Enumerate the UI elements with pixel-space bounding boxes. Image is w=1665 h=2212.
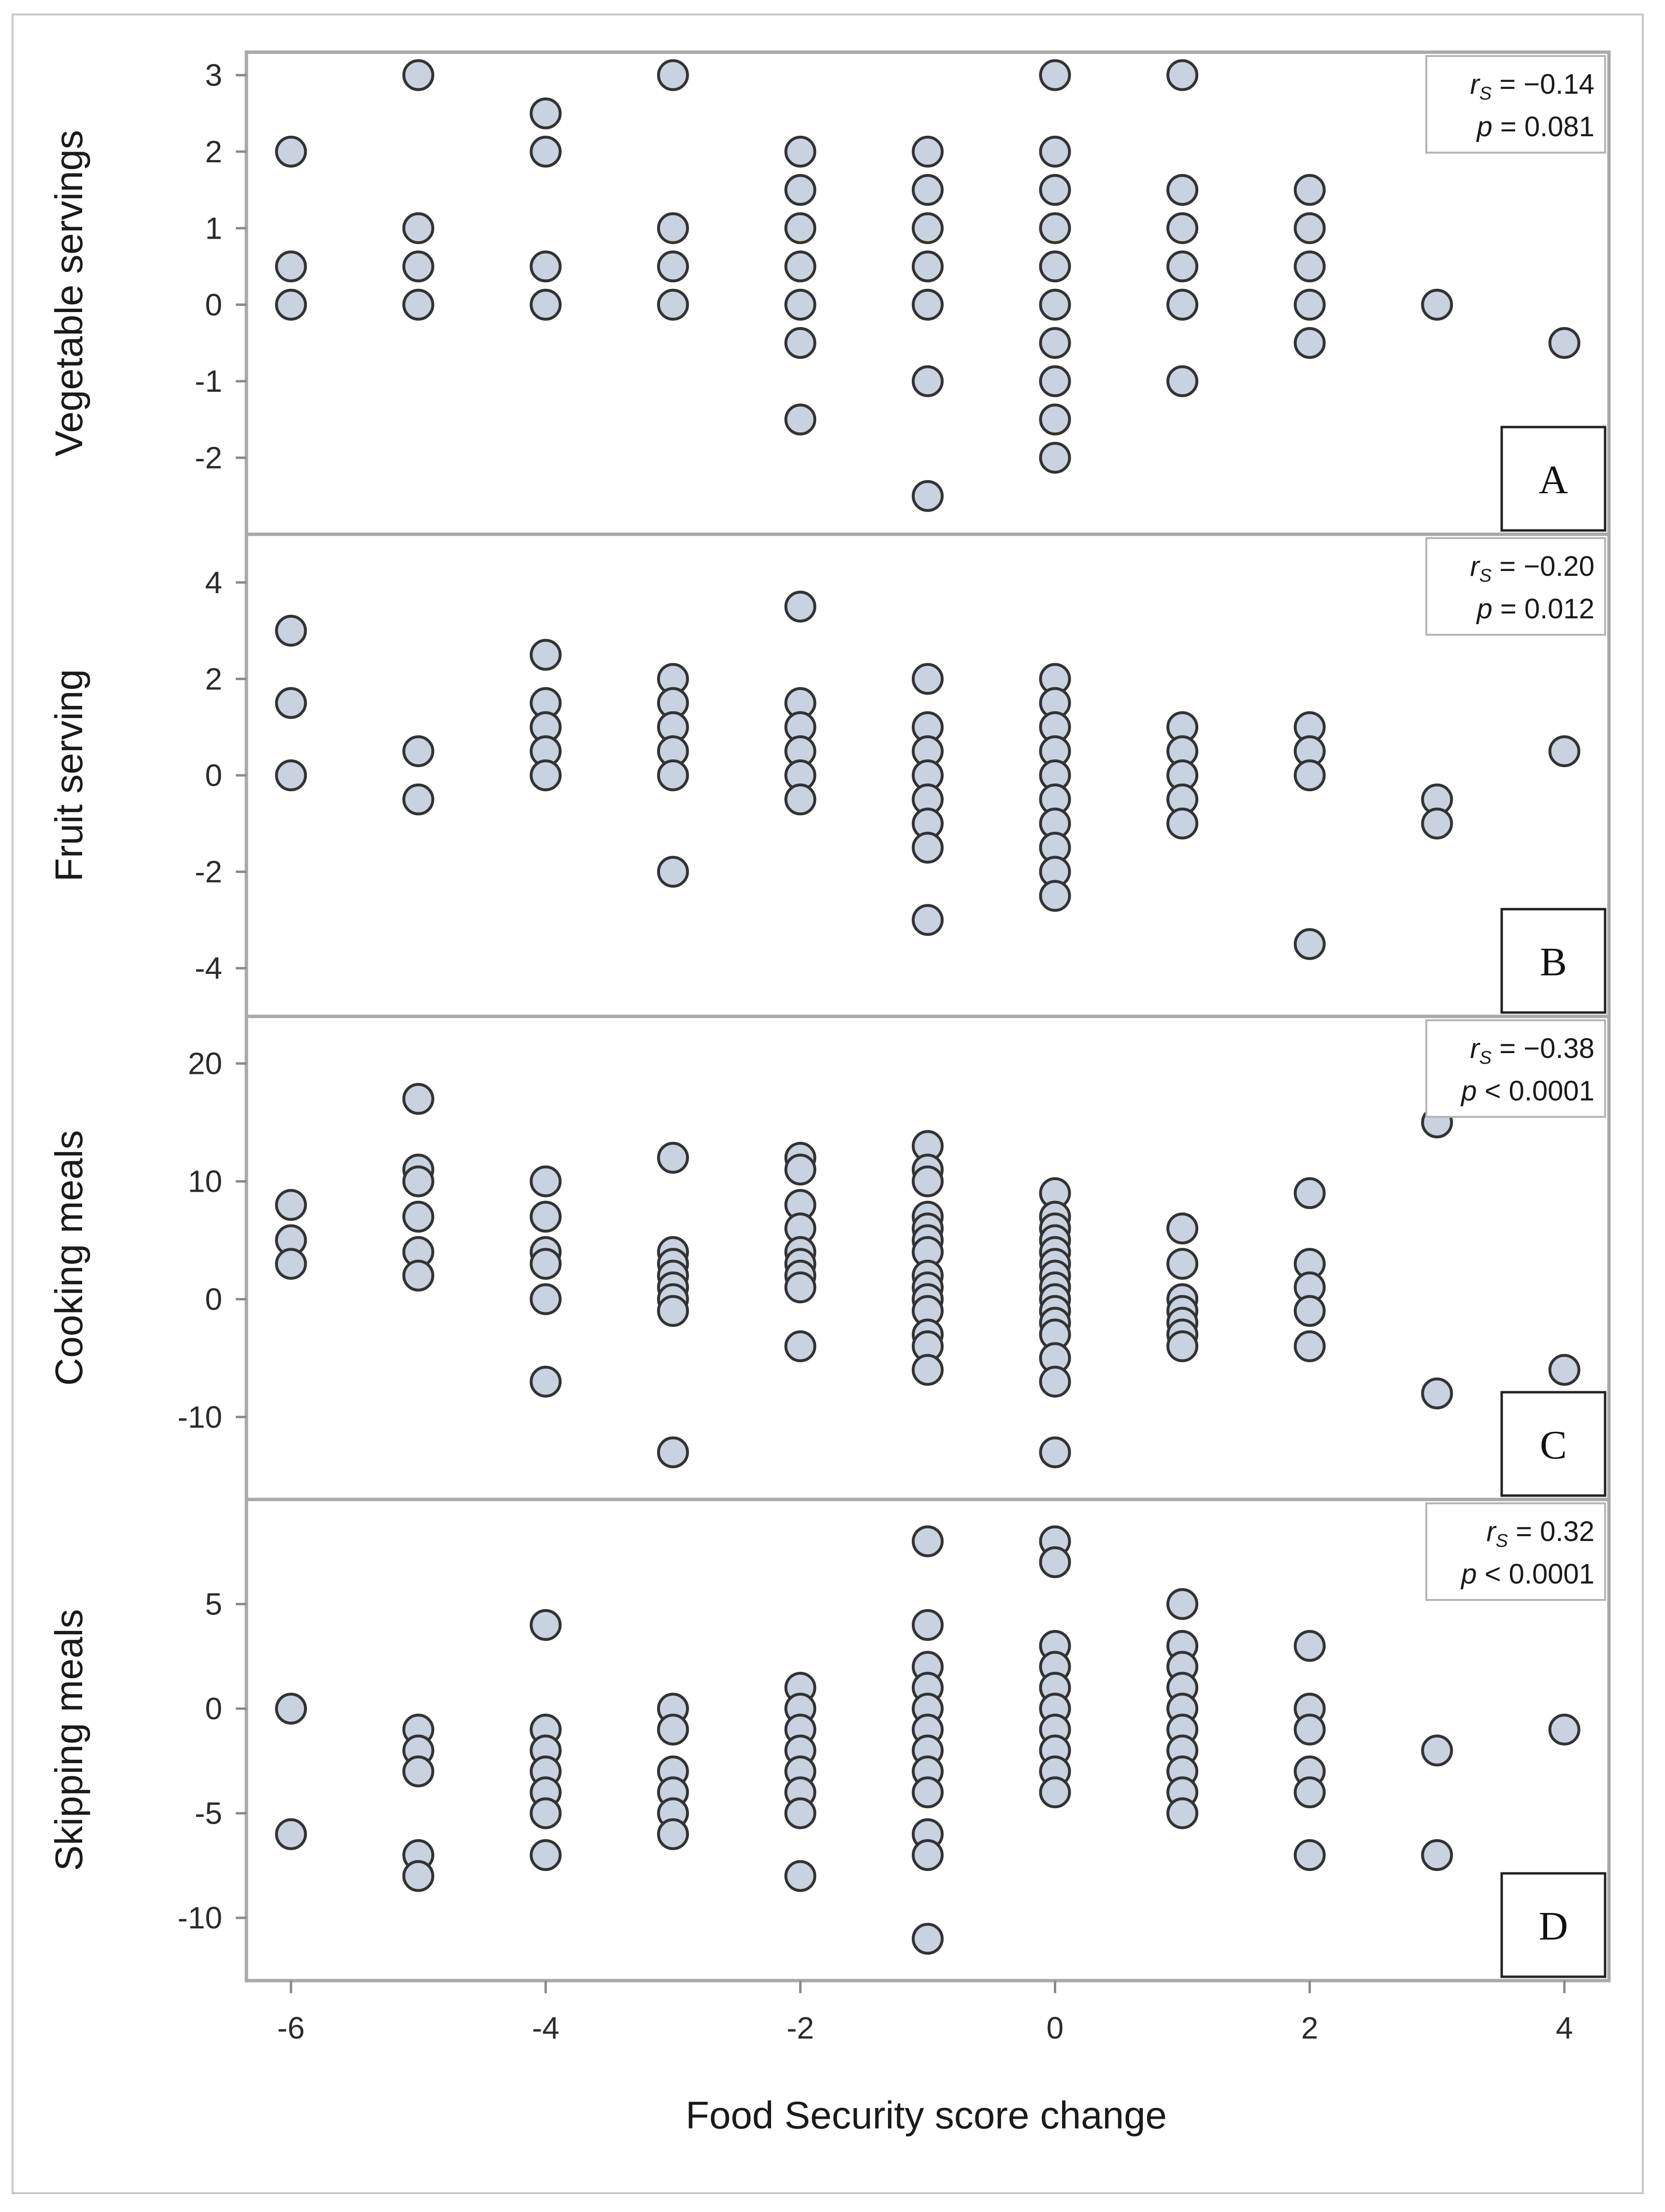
data-point [786, 290, 815, 319]
data-point [276, 688, 305, 717]
data-point [276, 1820, 305, 1849]
data-point [1041, 1367, 1070, 1396]
data-point [659, 290, 688, 319]
data-point [404, 737, 433, 766]
data-point [531, 1799, 560, 1828]
y-tick-label: 0 [205, 1691, 222, 1727]
data-point [531, 761, 560, 790]
data-point [913, 664, 942, 693]
data-point [1295, 1179, 1324, 1208]
data-point [531, 1202, 560, 1231]
spearman-rs: $r_S = -0.20$ [1470, 551, 1594, 586]
x-tick-label: -2 [786, 2011, 814, 2045]
data-point [1422, 809, 1451, 838]
data-point [1550, 1715, 1579, 1744]
data-point [1041, 252, 1070, 281]
spearman-rs: $r_S = 0.32$ [1486, 1516, 1594, 1551]
data-point [1550, 737, 1579, 766]
data-point [276, 761, 305, 790]
data-point [1168, 175, 1197, 204]
data-point [1295, 1841, 1324, 1869]
data-point [1041, 1438, 1070, 1467]
data-point [1168, 1214, 1197, 1243]
y-tick-label: -5 [195, 1796, 222, 1831]
y-tick-label: 0 [205, 1282, 222, 1317]
data-point [659, 1297, 688, 1326]
x-tick-label: 4 [1555, 2011, 1573, 2045]
data-point [276, 616, 305, 645]
y-tick-label: -10 [177, 1399, 222, 1435]
data-point [913, 1611, 942, 1640]
data-point [913, 1924, 942, 1953]
y-tick-label: 3 [205, 57, 222, 93]
panel-tag: B [1539, 940, 1567, 985]
data-point [786, 252, 815, 281]
data-point [531, 99, 560, 128]
y-tick-label: 1 [205, 211, 222, 246]
data-point [1168, 809, 1197, 838]
data-point [276, 137, 305, 166]
data-point [659, 1715, 688, 1744]
data-point [1422, 1736, 1451, 1765]
data-point [913, 905, 942, 934]
data-point [1422, 1379, 1451, 1408]
y-tick-label: 0 [205, 287, 222, 322]
data-point [659, 1143, 688, 1172]
data-point [913, 1167, 942, 1196]
data-point [786, 785, 815, 814]
x-tick-label: 2 [1301, 2011, 1319, 2045]
data-point [1041, 290, 1070, 319]
data-point [276, 1190, 305, 1219]
data-point [659, 1820, 688, 1849]
data-point [404, 1202, 433, 1231]
panel-tag: A [1538, 457, 1568, 502]
spearman-rs: $r_S = -0.38$ [1470, 1033, 1594, 1068]
data-point [1295, 1332, 1324, 1361]
data-point [1041, 328, 1070, 357]
data-point [1168, 1590, 1197, 1619]
data-point [276, 290, 305, 319]
data-point [1041, 405, 1070, 434]
data-point [913, 482, 942, 511]
data-point [786, 175, 815, 204]
data-point [913, 137, 942, 166]
data-point [659, 252, 688, 281]
x-tick-label: -6 [277, 2011, 305, 2045]
data-point [404, 1861, 433, 1890]
data-point [531, 1611, 560, 1640]
data-point [404, 61, 433, 90]
data-point [531, 252, 560, 281]
data-point [1041, 175, 1070, 204]
x-axis-label: Food Security score change [685, 2094, 1167, 2137]
y-tick-label: 4 [205, 565, 222, 600]
y-tick-label: -10 [177, 1900, 222, 1936]
y-tick-label: 20 [187, 1046, 222, 1081]
data-point [1168, 1332, 1197, 1361]
data-point [1422, 290, 1451, 319]
data-point [786, 1799, 815, 1828]
data-point [1295, 175, 1324, 204]
data-point [1295, 214, 1324, 243]
data-point [404, 1757, 433, 1786]
data-point [786, 1332, 815, 1361]
data-point [1295, 1778, 1324, 1807]
data-point [1168, 252, 1197, 281]
p-value: p = 0.081 [1477, 111, 1594, 143]
y-tick-label: 0 [205, 758, 222, 793]
data-point [786, 328, 815, 357]
data-point [913, 1527, 942, 1556]
data-point [1295, 761, 1324, 790]
data-point [1550, 1356, 1579, 1384]
p-value: p < 0.0001 [1461, 1558, 1594, 1590]
data-point [531, 1841, 560, 1869]
data-point [659, 761, 688, 790]
data-point [404, 1261, 433, 1290]
data-point [913, 214, 942, 243]
data-point [786, 1273, 815, 1302]
data-point [913, 367, 942, 396]
data-point [1295, 929, 1324, 958]
data-point [1295, 328, 1324, 357]
data-point [1168, 367, 1197, 396]
data-point [404, 214, 433, 243]
data-point [1168, 61, 1197, 90]
data-point [1041, 367, 1070, 396]
y-axis-label: Skipping meals [47, 1609, 90, 1871]
data-point [659, 61, 688, 90]
data-point [1295, 252, 1324, 281]
y-tick-label: 10 [187, 1164, 222, 1199]
data-point [913, 1841, 942, 1869]
data-point [913, 1356, 942, 1384]
y-tick-label: -4 [195, 951, 222, 986]
panel-tag: C [1539, 1423, 1567, 1468]
data-point [1422, 1841, 1451, 1869]
y-tick-label: 2 [205, 661, 222, 697]
data-point [276, 1249, 305, 1278]
data-point [531, 137, 560, 166]
y-axis-label: Fruit serving [47, 669, 90, 882]
x-tick-label: 0 [1046, 2011, 1064, 2045]
data-point [1041, 1548, 1070, 1577]
data-point [404, 1167, 433, 1196]
data-point [531, 641, 560, 670]
data-point [913, 252, 942, 281]
data-point [531, 290, 560, 319]
data-point [1550, 328, 1579, 357]
data-point [404, 1085, 433, 1113]
data-point [531, 1249, 560, 1278]
y-tick-label: -1 [195, 364, 222, 399]
data-point [659, 1438, 688, 1467]
data-point [786, 1155, 815, 1184]
data-point [1041, 137, 1070, 166]
y-axis-label: Cooking meals [47, 1130, 90, 1386]
data-point [1168, 290, 1197, 319]
data-point [404, 252, 433, 281]
data-point [1168, 214, 1197, 243]
data-point [913, 290, 942, 319]
p-value: p < 0.0001 [1461, 1075, 1594, 1107]
data-point [276, 252, 305, 281]
data-point [404, 290, 433, 319]
x-tick-label: -4 [531, 2011, 560, 2045]
data-point [1041, 61, 1070, 90]
data-point [1168, 1249, 1197, 1278]
data-point [1041, 443, 1070, 472]
data-point [531, 1284, 560, 1313]
data-point [786, 137, 815, 166]
data-point [913, 1778, 942, 1807]
spearman-rs: $r_S = -0.14$ [1470, 69, 1594, 104]
data-point [404, 785, 433, 814]
data-point [1295, 290, 1324, 319]
y-tick-label: 5 [205, 1586, 222, 1622]
y-axis-label: Vegetable servings [47, 129, 90, 457]
data-point [276, 1694, 305, 1723]
panel-tag: D [1538, 1904, 1568, 1949]
data-point [913, 175, 942, 204]
data-point [786, 592, 815, 621]
data-point [659, 857, 688, 886]
data-point [1041, 1778, 1070, 1807]
data-point [1041, 882, 1070, 911]
data-point [659, 214, 688, 243]
p-value: p = 0.012 [1477, 593, 1594, 625]
y-tick-label: -2 [195, 440, 222, 475]
data-point [1295, 1631, 1324, 1660]
data-point [531, 1167, 560, 1196]
data-point [1295, 1297, 1324, 1326]
y-tick-label: -2 [195, 854, 222, 889]
figure-border [13, 14, 1643, 2193]
data-point [531, 1367, 560, 1396]
data-point [1168, 1799, 1197, 1828]
data-point [913, 833, 942, 862]
data-point [1041, 214, 1070, 243]
data-point [1295, 1715, 1324, 1744]
y-tick-label: 2 [205, 134, 222, 169]
data-point [786, 405, 815, 434]
data-point [786, 214, 815, 243]
data-point [786, 1861, 815, 1890]
